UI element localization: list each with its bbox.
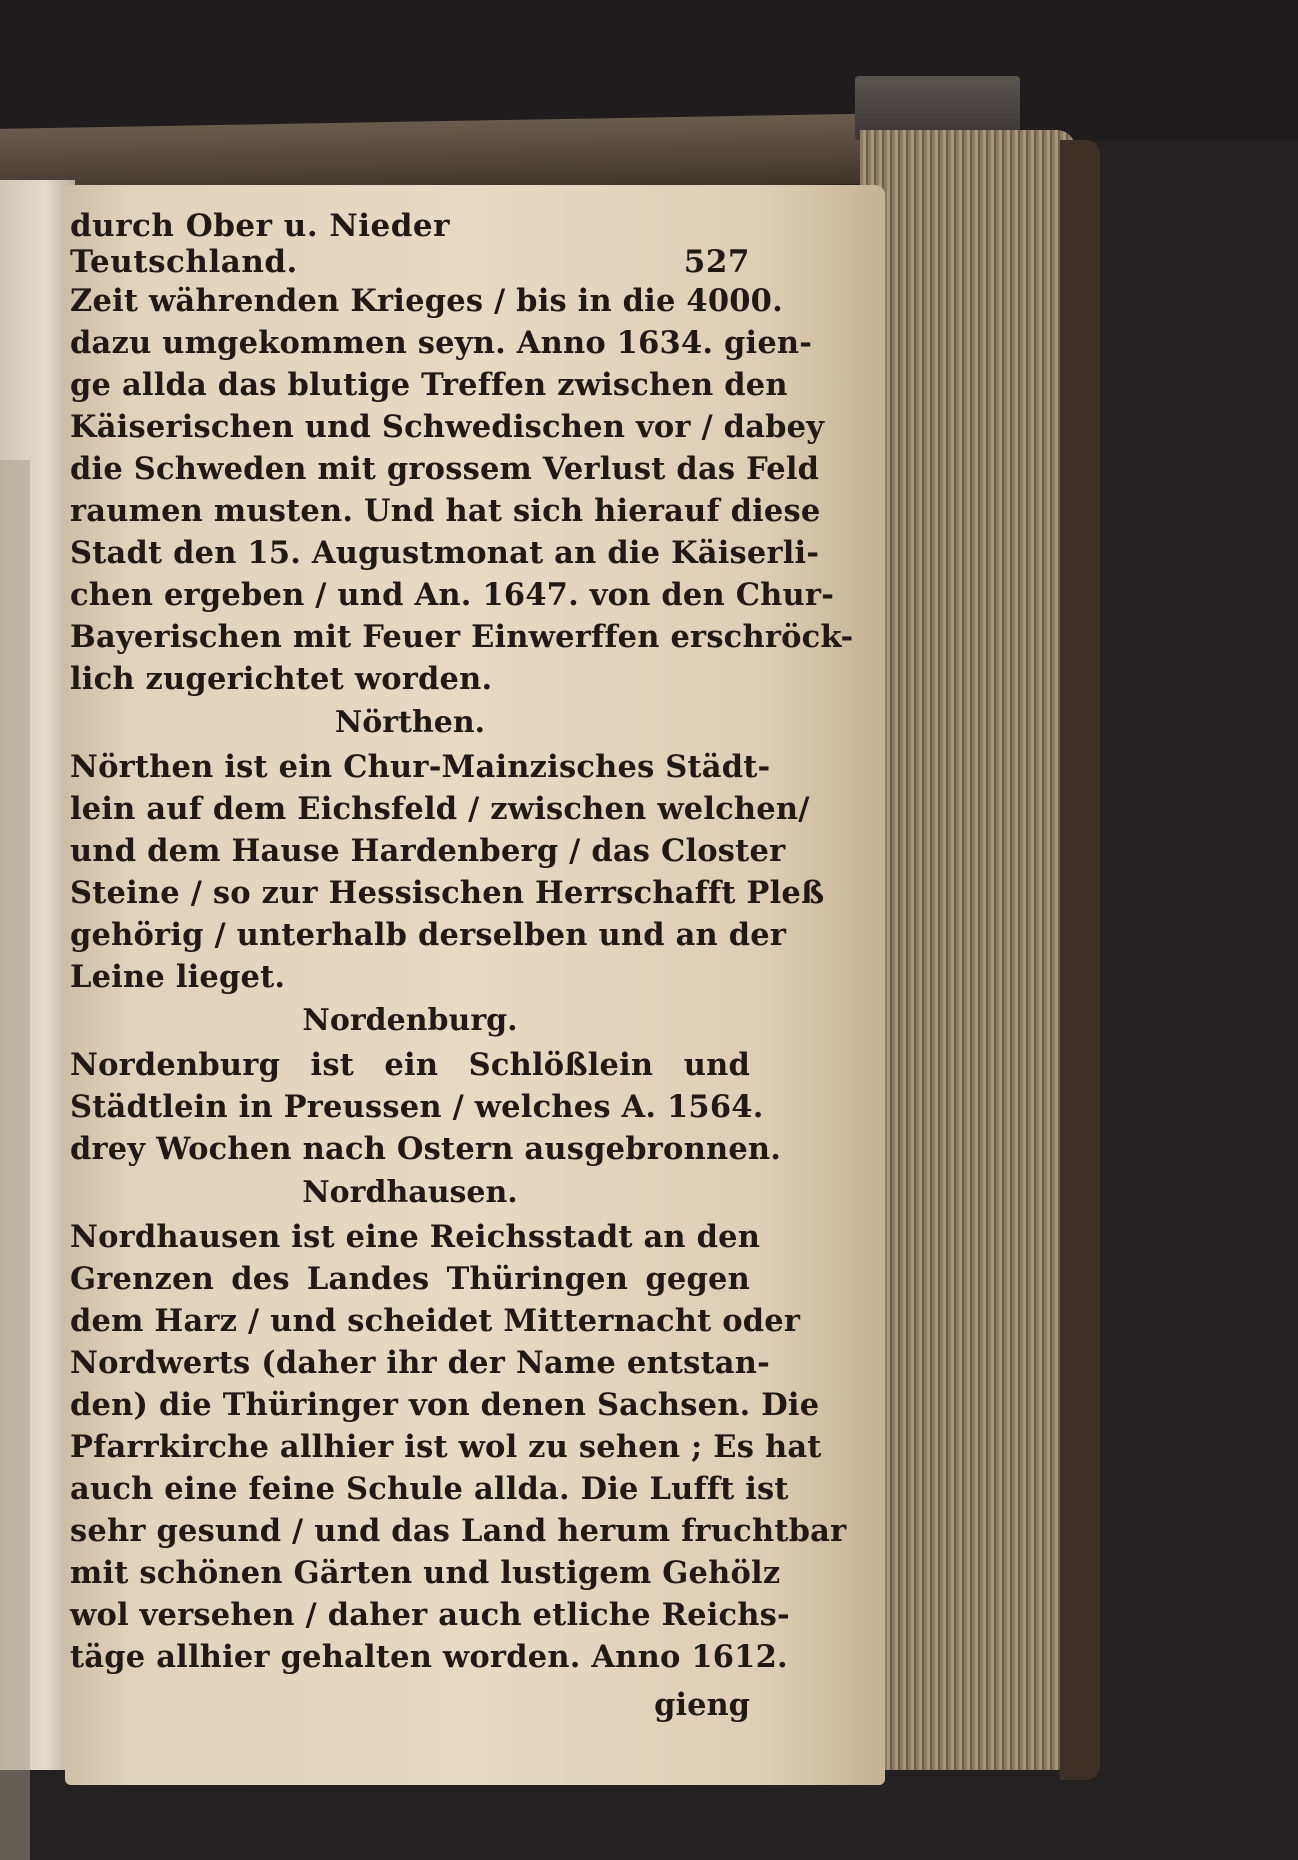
text-line: dazu umgekommen seyn. Anno 1634. gien- [70,325,813,361]
text-line: täge allhier gehalten worden. Anno 1612. [70,1639,788,1675]
text-line: Zeit währenden Krieges / bis in die 4000. [70,283,783,319]
text-line: Pfarrkirche allhier ist wol zu sehen ; Es hat [70,1429,822,1465]
text-line: Bayerischen mit Feuer Einwerffen erschröck- [70,619,854,655]
text-line: Steine / so zur Hessischen Herrschafft Pleß [70,875,825,911]
page-text [70,208,854,1728]
text-line: Grenzen des Landes Thüringen gegen [70,1261,750,1297]
text-line: dem Harz / und scheidet Mitternacht oder [70,1303,801,1339]
text-line: den) die Thüringer von denen Sachsen. Die [70,1387,820,1423]
entry-heading: Nordenburg. [302,1003,518,1038]
text-line: Käiserischen und Schwedischen vor / dabey [70,409,825,445]
running-head-title: durch Ober u. Nieder Teutschland. [70,208,450,280]
text-line: die Schweden mit grossem Verlust das Feld [70,451,820,487]
text-line: Städtlein in Preussen / welches A. 1564. [70,1089,764,1125]
running-head [70,208,750,280]
text-line: gehörig / unterhalb derselben und an der [70,917,787,953]
page-fore-edge [860,130,1075,1770]
text-line: Nordhausen ist eine Reichsstadt an den [70,1219,761,1255]
text-line: ge allda das blutige Treffen zwischen den [70,367,788,403]
text-line: raumen musten. Und hat sich hierauf diese [70,493,821,529]
text-line: und dem Hause Hardenberg / das Closter [70,833,786,869]
text-line: Nörthen ist ein Chur-Mainzisches Städt- [70,749,771,785]
text-line: sehr gesund / und das Land herum fruchtbar [70,1513,847,1549]
text-line: auch eine feine Schule allda. Die Lufft ist [70,1471,789,1507]
cover-edge [1060,140,1100,1780]
text-line: Nordenburg ist ein Schlößlein und [70,1047,750,1083]
text-line: Leine lieget. [70,959,286,995]
entry-heading: Nordhausen. [302,1175,518,1210]
body-text [70,280,854,1678]
text-line: mit schönen Gärten und lustigem Gehölz [70,1555,781,1591]
text-line: lein auf dem Eichsfeld / zwischen welchen/ [70,791,810,827]
text-line: lich zugerichtet worden. [70,661,493,697]
page-number: 527 [683,244,750,280]
text-line: Stadt den 15. Augustmonat an die Käiserli- [70,535,820,571]
text-line: Nordwerts (daher ihr der Name entstan- [70,1345,770,1381]
text-line: wol versehen / daher auch etliche Reichs- [70,1597,790,1633]
text-line: chen ergeben / und An. 1647. von den Chur- [70,577,835,613]
catchword: gieng [654,1687,750,1723]
entry-heading: Nörthen. [334,705,486,740]
left-page [0,180,75,1770]
text-line: drey Wochen nach Ostern ausgebronnen. [70,1131,782,1167]
